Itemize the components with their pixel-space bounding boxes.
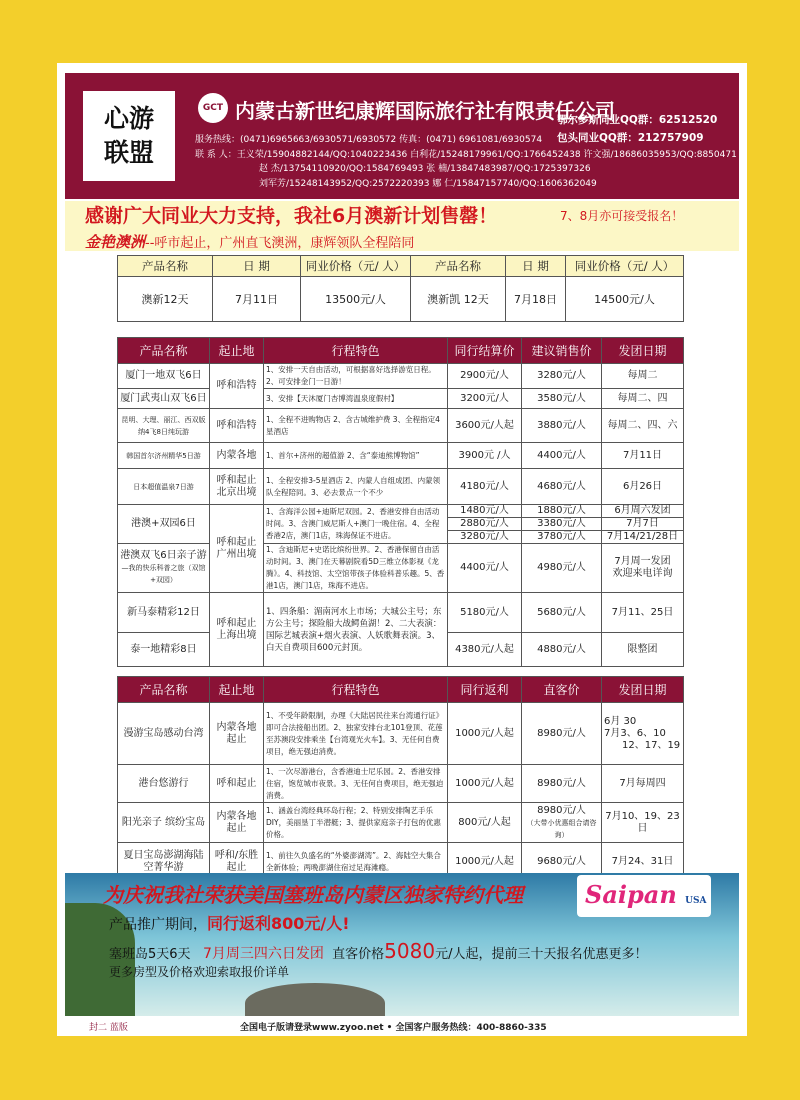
footer-contact: 全国电子版请登录www.zyoo.net • 全国客户服务热线：400-8860-335 bbox=[240, 1023, 547, 1033]
features: 1、安排一天自由活动，可根据喜好选择游览日程。2、可安排金门一日游！ bbox=[264, 364, 448, 389]
header-bar bbox=[65, 73, 739, 199]
thanks-headline: 感谢广大同业大力支持，我社6月澳新计划售罄！ bbox=[85, 205, 498, 227]
origin: 呼和起止上海出境 bbox=[210, 593, 264, 667]
sale-price: 5680元/人 bbox=[522, 593, 602, 633]
table-row bbox=[118, 277, 684, 322]
promo-offer-line bbox=[109, 939, 647, 963]
trade-price: 3280元/人 bbox=[448, 531, 522, 544]
features: 1、全程不进购物店 2、含古城维护费 3、全程指定4星酒店 bbox=[264, 409, 448, 443]
rock-image bbox=[245, 983, 385, 1016]
depart-date-line: 欢迎来电详询 bbox=[612, 568, 673, 579]
promo-price: 5080 bbox=[384, 939, 436, 963]
page-label: 封二 蓝版 bbox=[89, 1023, 128, 1033]
direct-price-note: （大带小优惠组合请咨询） bbox=[526, 818, 597, 839]
sale-price: 4680元/人 bbox=[522, 469, 602, 505]
sale-price: 3380元/人 bbox=[522, 518, 602, 531]
depart-date-line: 6月 30 bbox=[604, 715, 637, 727]
depart-date: 7月11日 bbox=[602, 443, 684, 469]
product-name bbox=[118, 544, 210, 593]
saipan-logo-usa: USA bbox=[685, 896, 707, 906]
table-row bbox=[118, 593, 684, 633]
depart-date bbox=[602, 703, 684, 765]
product-name: 阳光亲子 缤纷宝岛 bbox=[118, 803, 210, 843]
sale-price: 3580元/人 bbox=[522, 389, 602, 409]
contact-line: 刘军芳/15248143952/QQ:2572220393 娜 仁/15847157740/QQ:1606362049 bbox=[259, 178, 597, 189]
col-header: 同行返利 bbox=[448, 677, 522, 703]
origin: 呼和浩特 bbox=[210, 409, 264, 443]
trade-price: 2880元/人 bbox=[448, 518, 522, 531]
cell: 7月18日 bbox=[506, 277, 566, 322]
features: 1、首尔+济州的超值游 2、含“泰迪熊博物馆” bbox=[264, 443, 448, 469]
depart-date: 7月10、19、23日 bbox=[602, 803, 684, 843]
product-brand-line bbox=[85, 231, 414, 252]
col-header: 同业价格（元/ 人） bbox=[301, 256, 411, 277]
trade-price: 4180元/人 bbox=[448, 469, 522, 505]
features: 1、全程安排3-5星酒店 2、内蒙人自组成团、内蒙领队全程陪同。3、必去景点一个不少 bbox=[264, 469, 448, 505]
origin: 内蒙各地 bbox=[210, 443, 264, 469]
col-header: 产品名称 bbox=[411, 256, 506, 277]
contact-line: 联 系 人：王义荣/15904882144/QQ:1040223436 白利花/15248179961/QQ:1766452438 许文强/18686035953/QQ:8850471 bbox=[195, 149, 737, 160]
product-name: 昆明、大理、丽江、西双版纳4飞8日纯玩游 bbox=[118, 409, 210, 443]
product-name: 港台悠游行 bbox=[118, 765, 210, 803]
table-row bbox=[118, 409, 684, 443]
features: 1、含迪斯尼+史诺比缤纷世界。2、香港保留自由活动时间。3、澳门在天幕剧院看5D三维立体影视《龙腾》。4、科技馆、太空馆带孩子体验科普乐趣。5、香港1店，澳门1店，珠海不进店。 bbox=[264, 544, 448, 593]
trade-price: 4380元/人起 bbox=[448, 633, 522, 667]
sale-price: 1880元/人 bbox=[522, 505, 602, 518]
sale-price: 3880元/人 bbox=[522, 409, 602, 443]
product-name: 韩国首尔济州精华5日游 bbox=[118, 443, 210, 469]
trade-price: 3600元/人起 bbox=[448, 409, 522, 443]
table-row bbox=[118, 505, 684, 518]
col-header: 同业价格（元/ 人） bbox=[566, 256, 684, 277]
product-name: 港澳+双园6日 bbox=[118, 505, 210, 544]
depart-date: 限整团 bbox=[602, 633, 684, 667]
promo-trip-name: 塞班岛5天6天 bbox=[109, 947, 191, 962]
col-header: 日 期 bbox=[213, 256, 301, 277]
product-name: 漫游宝岛感动台湾 bbox=[118, 703, 210, 765]
sale-price: 4400元/人 bbox=[522, 443, 602, 469]
trade-price: 3200元/人 bbox=[448, 389, 522, 409]
product-name: 厦门一地双飞6日 bbox=[118, 364, 210, 389]
origin: 呼和浩特 bbox=[210, 364, 264, 409]
promo-schedule: 7月周三四六日发团 bbox=[202, 946, 324, 962]
product-name: 夏日宝岛澎湖海陆空菁华游 bbox=[118, 843, 210, 881]
promo-price-label: 直客价格 bbox=[332, 947, 385, 962]
depart-date: 6月26日 bbox=[602, 469, 684, 505]
direct-price: 8980元/人 bbox=[522, 765, 602, 803]
footer bbox=[65, 1018, 739, 1034]
col-header: 产品名称 bbox=[118, 338, 210, 364]
promo-rebate-prefix: 产品推广期间， bbox=[109, 917, 207, 933]
depart-date: 每周二、四 bbox=[602, 389, 684, 409]
col-header: 日 期 bbox=[506, 256, 566, 277]
brand-box bbox=[83, 91, 175, 181]
company-logo-icon: GCT bbox=[198, 93, 228, 123]
rebate: 800元/人起 bbox=[448, 803, 522, 843]
table-row bbox=[118, 389, 684, 409]
brand-line1: 心游 bbox=[103, 104, 154, 133]
company-name: 内蒙古新世纪康辉国际旅行社有限责任公司 bbox=[235, 99, 615, 123]
features: 1、前往久负盛名的“外婆澎湖湾”。2、海陆空大集合全新体验；两晚澎湖住宿过足海滩瘾。 bbox=[264, 843, 448, 881]
col-header: 行程特色 bbox=[264, 677, 448, 703]
col-header: 建议销售价 bbox=[522, 338, 602, 364]
features: 1、四条船：湄南河水上市场；大城公主号；东方公主号；探险船大战鳄鱼湖！2、二大表演：国际艺城表演+烟火表演、人妖歌舞表演。3、白天自费项目600元封顶。 bbox=[264, 593, 448, 667]
promo-rebate-amount: 同行返利800元/人! bbox=[207, 914, 350, 933]
origin: 呼和起止北京出境 bbox=[210, 469, 264, 505]
col-header: 起止地 bbox=[210, 338, 264, 364]
table-row bbox=[118, 803, 684, 843]
depart-date bbox=[602, 544, 684, 593]
origin: 呼和起止广州出境 bbox=[210, 505, 264, 593]
sale-price: 4880元/人 bbox=[522, 633, 602, 667]
rebate: 1000元/人起 bbox=[448, 765, 522, 803]
brand-line2: 联盟 bbox=[103, 138, 154, 167]
domestic-asia-table bbox=[117, 337, 684, 667]
rebate: 1000元/人起 bbox=[448, 703, 522, 765]
depart-date: 7月24、31日 bbox=[602, 843, 684, 881]
contact-line: 赵 杰/13754110920/QQ:1584769493 张 楠/13847483987/QQ:1725397326 bbox=[259, 164, 591, 174]
col-header: 产品名称 bbox=[118, 256, 213, 277]
col-header: 发团日期 bbox=[602, 677, 684, 703]
trade-price: 4400元/人 bbox=[448, 544, 522, 593]
origin: 呼和/东胜起止 bbox=[210, 843, 264, 881]
sale-price: 3280元/人 bbox=[522, 364, 602, 389]
thanks-subline: 7、8月亦可接受报名！ bbox=[560, 209, 684, 223]
promo-price-suffix: 元/人起，提前三十天报名优惠更多！ bbox=[435, 947, 648, 962]
cell: 13500元/人 bbox=[301, 277, 411, 322]
contact-line: 服务热线：(0471)6965663/6930571/6930572 传真：(0471) 6961081/6930574 bbox=[195, 135, 543, 145]
promo-rebate-line bbox=[109, 911, 350, 934]
sale-price: 4980元/人 bbox=[522, 544, 602, 593]
product-name: 日本超值温泉7日游 bbox=[118, 469, 210, 505]
depart-date: 7月每周四 bbox=[602, 765, 684, 803]
col-header: 发团日期 bbox=[602, 338, 684, 364]
trade-price: 2900元/人 bbox=[448, 364, 522, 389]
trade-price: 3900元 /人 bbox=[448, 443, 522, 469]
product-name: 泰一地精彩8日 bbox=[118, 633, 210, 667]
direct-price bbox=[522, 803, 602, 843]
product-brand-name: 金艳澳洲 bbox=[85, 233, 146, 251]
col-header: 产品名称 bbox=[118, 677, 210, 703]
product-name: 厦门武夷山双飞6日 bbox=[118, 389, 210, 409]
contact-info bbox=[195, 133, 737, 191]
features: 1、含海洋公园+迪斯尼双园。2、香港安排自由活动时间。3、含澳门威尼斯人+澳门一晚住宿。4、全程香港2店，澳门1店，珠海保证不进店。 bbox=[264, 505, 448, 544]
origin: 呼和起止 bbox=[210, 765, 264, 803]
product-name-sub: —我的快乐科普之旅（双馆+双园） bbox=[121, 564, 206, 584]
product-brand-desc: --呼市起止，广州直飞澳洲，康辉领队全程陪同 bbox=[145, 236, 415, 251]
promo-title: 为庆祝我社荣获美国塞班岛内蒙区独家特约代理 bbox=[103, 883, 523, 907]
origin: 内蒙各地起止 bbox=[210, 803, 264, 843]
depart-date: 7月7日 bbox=[602, 518, 684, 531]
direct-price-value: 8980元/人 bbox=[537, 804, 586, 816]
cell: 澳新12天 bbox=[118, 277, 213, 322]
depart-date: 每周二、四、六 bbox=[602, 409, 684, 443]
depart-date: 7月14/21/28日 bbox=[602, 531, 684, 544]
product-name: 新马泰精彩12日 bbox=[118, 593, 210, 633]
features: 1、涵盖台湾经典环岛行程；2、特别安排陶艺手乐DIY，美丽垦丁半潜艇；3、提供家庭亲子打包的优惠价格。 bbox=[264, 803, 448, 843]
direct-price: 8980元/人 bbox=[522, 703, 602, 765]
trade-price: 5180元/人 bbox=[448, 593, 522, 633]
table-row bbox=[118, 703, 684, 765]
table-row bbox=[118, 765, 684, 803]
trade-price: 1480元/人 bbox=[448, 505, 522, 518]
page-sheet bbox=[57, 63, 747, 1036]
depart-date-line: 7月3、6、10 bbox=[604, 727, 666, 739]
direct-price: 9680元/人 bbox=[522, 843, 602, 881]
cell: 澳新凯 12天 bbox=[411, 277, 506, 322]
qq-group-ordos: 鄂尔多斯同业QQ群：62512520 bbox=[557, 114, 718, 126]
table-row bbox=[118, 443, 684, 469]
rebate: 1000元/人起 bbox=[448, 843, 522, 881]
depart-date-line: 7月周一发团 bbox=[614, 556, 671, 567]
col-header: 行程特色 bbox=[264, 338, 448, 364]
cell: 14500元/人 bbox=[566, 277, 684, 322]
features: 3、安排【天沐厦门杏博湾温泉度假村】 bbox=[264, 389, 448, 409]
table-row bbox=[118, 544, 684, 593]
col-header: 直客价 bbox=[522, 677, 602, 703]
product-name-main: 港澳双飞6日亲子游 bbox=[120, 550, 207, 561]
depart-date: 7月11、25日 bbox=[602, 593, 684, 633]
table-row bbox=[118, 469, 684, 505]
origin: 内蒙各地起止 bbox=[210, 703, 264, 765]
saipan-logo bbox=[577, 875, 711, 917]
qq-group-baotou: 包头同业QQ群：212757909 bbox=[557, 132, 704, 144]
saipan-promo bbox=[65, 873, 739, 1016]
depart-date: 每周二 bbox=[602, 364, 684, 389]
cell: 7月11日 bbox=[213, 277, 301, 322]
depart-date: 6月周六发团 bbox=[602, 505, 684, 518]
australia-price-table bbox=[117, 255, 684, 322]
features: 1、不受年龄限制，办理《大陆居民往来台湾通行证》即可合法接船出团。2、独家安排台北101登顶、花莲至苏澳段安排乘坐【台湾观光火车】。3、无任何自费项目，绝无强迫消费。 bbox=[264, 703, 448, 765]
sale-price: 3780元/人 bbox=[522, 531, 602, 544]
depart-date-line: 12、17、19 bbox=[622, 739, 681, 751]
table-row bbox=[118, 364, 684, 389]
col-header: 起止地 bbox=[210, 677, 264, 703]
features: 1、一次尽游港台，含香港迪士尼乐园。2、香港安排住宿，饱览城市夜景。3、无任何自费项目，绝无强迫消费。 bbox=[264, 765, 448, 803]
thanks-banner bbox=[65, 201, 739, 251]
col-header: 同行结算价 bbox=[448, 338, 522, 364]
taiwan-table bbox=[117, 676, 684, 881]
promo-more-info: 更多房型及价格欢迎索取报价详单 bbox=[109, 965, 290, 979]
saipan-logo-text: Saipan bbox=[585, 880, 677, 909]
